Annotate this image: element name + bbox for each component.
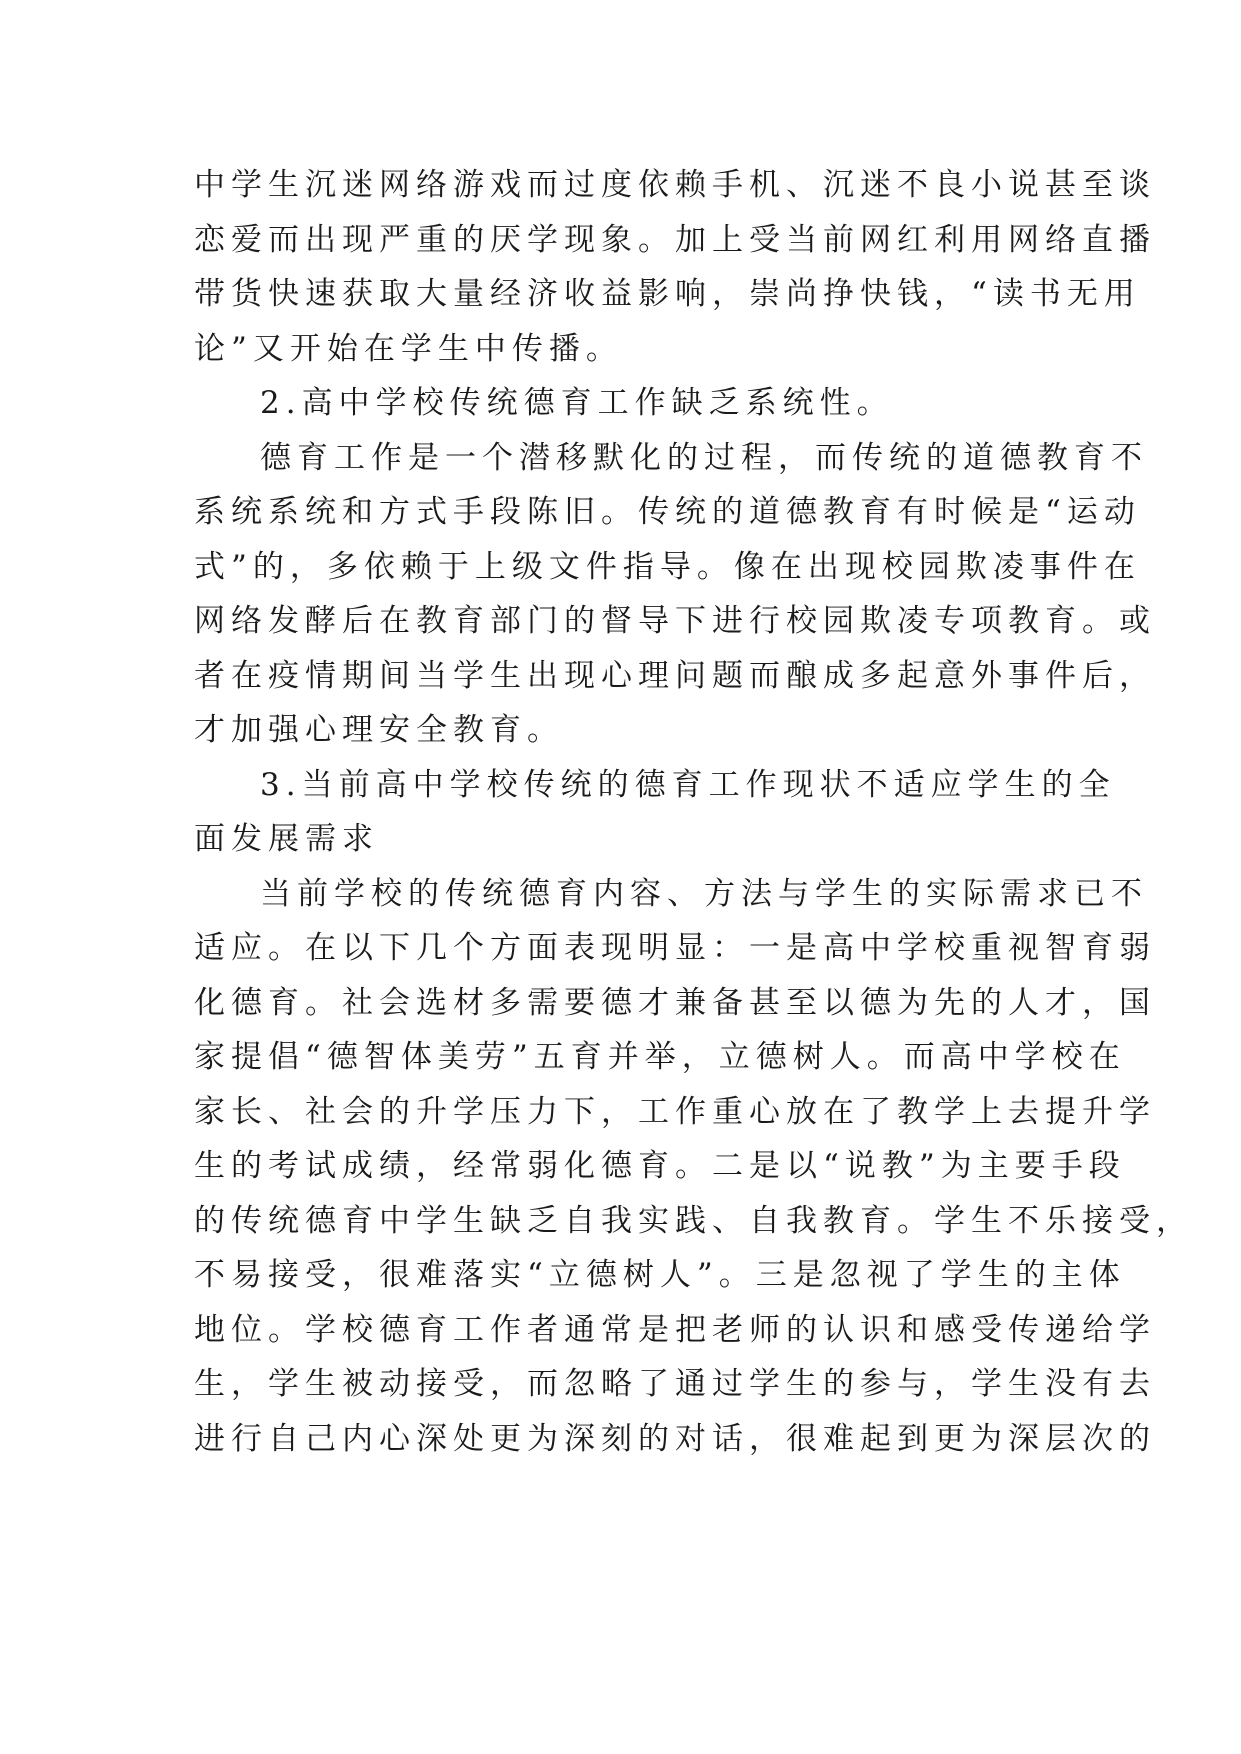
section-heading-2: 2.高中学校传统德育工作缺乏系统性。 [260,385,894,421]
text-line: 当前学校的传统德育内容、方法与学生的实际需求已不 [260,875,1148,912]
text-line: 进行自己内心深处更为深刻的对话，很难起到更为深层次的 [194,1420,1156,1457]
text-line: 恋爱而出现严重的厌学现象。加上受当前网红利用网络直播 [194,221,1156,258]
text-line: 系统系统和方式手段陈旧。传统的道德教育有时候是“运动 [194,494,1141,530]
text-line: 的传统德育中学生缺乏自我实践、自我教育。学生不乐接受， [194,1202,1193,1239]
text-line: 家提倡“德智体美劳”五育并举，立德树人。而高中学校在 [194,1039,1126,1075]
text-line: 带货快速获取大量经济收益影响，崇尚挣快钱，“读书无用 [194,276,1141,312]
text-line: 才加强心理安全教育。 [194,712,564,748]
text-line: 生的考试成绩，经常弱化德育。二是以“说教”为主要手段 [194,1148,1126,1184]
text-line: 论”又开始在学生中传播。 [194,330,623,367]
section-heading-3-cont: 面发展需求 [194,821,379,857]
text-line: 化德育。社会选材多需要德才兼备甚至以德为先的人才，国 [194,984,1156,1021]
text-line: 适应。在以下几个方面表现明显：一是高中学校重视智育弱 [194,930,1156,966]
text-line: 生，学生被动接受，而忽略了通过学生的参与，学生没有去 [194,1366,1156,1402]
text-line: 不易接受，很难落实“立德树人”。三是忽视了学生的主体 [194,1257,1126,1293]
text-line: 网络发酵后在教育部门的督导下进行校园欺凌专项教育。或 [194,603,1156,639]
text-line: 式”的，多依赖于上级文件指导。像在出现校园欺凌事件在 [194,548,1141,585]
text-line: 地位。学校德育工作者通常是把老师的认识和感受传递给学 [194,1311,1156,1348]
text-line: 德育工作是一个潜移默化的过程，而传统的道德教育不 [260,439,1148,476]
section-heading-3: 3.当前高中学校传统的德育工作现状不适应学生的全 [260,766,1116,803]
text-line: 家长、社会的升学压力下，工作重心放在了教学上去提升学 [194,1093,1156,1130]
text-line: 者在疫情期间当学生出现心理问题而酿成多起意外事件后， [194,657,1156,694]
text-line: 中学生沉迷网络游戏而过度依赖手机、沉迷不良小说甚至谈 [194,167,1156,203]
document-body [194,158,1193,1466]
